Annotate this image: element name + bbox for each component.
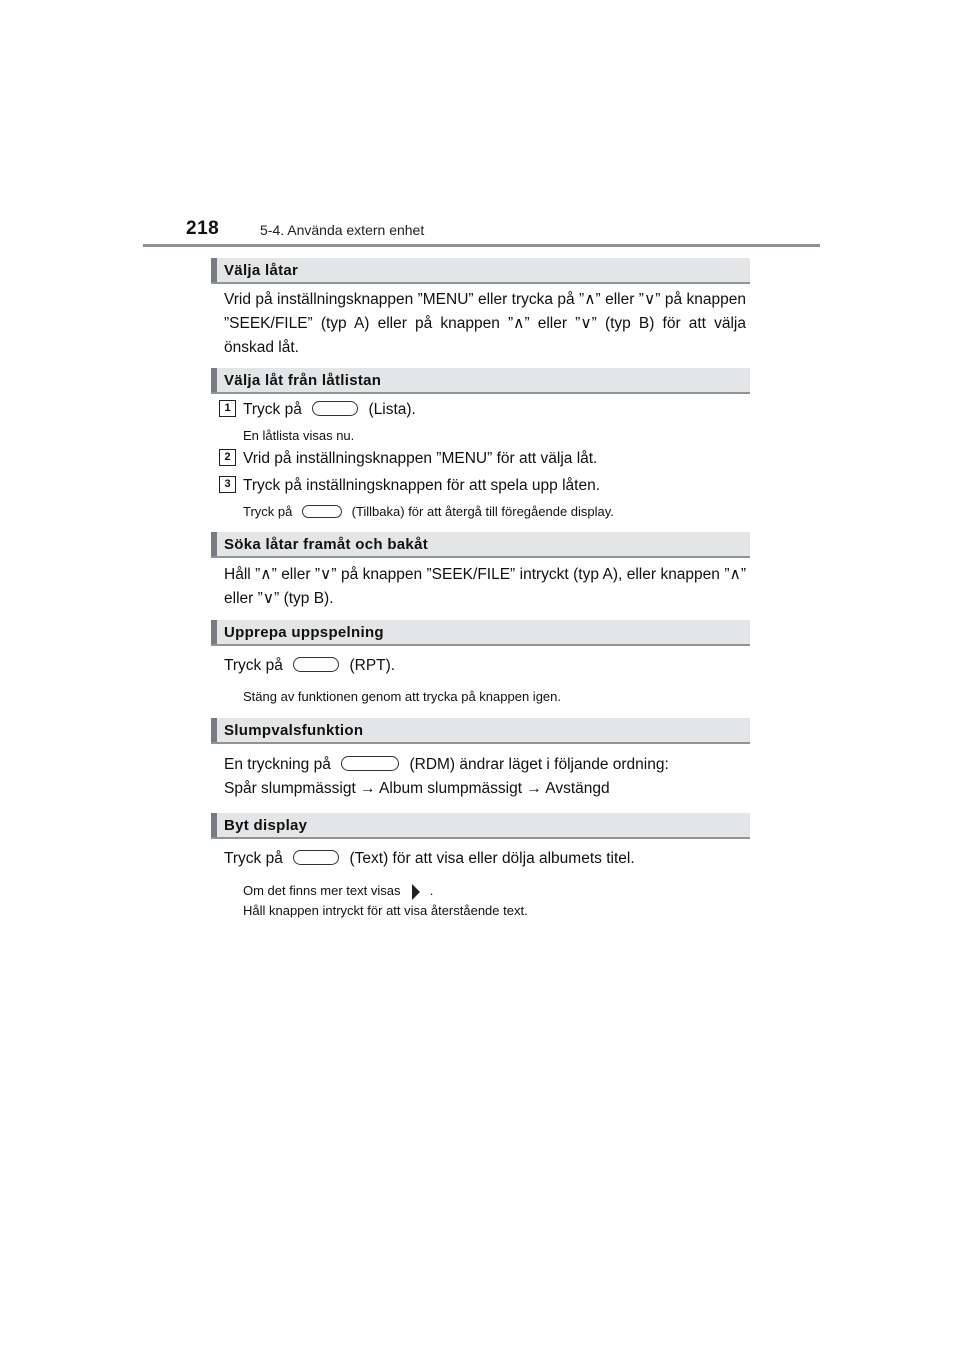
text-button-icon	[293, 850, 339, 865]
rdm-button-icon	[341, 756, 399, 771]
section-header-valja-latar	[211, 258, 750, 284]
more-text-arrow-icon	[412, 884, 420, 900]
section-title: Välja låtar	[224, 262, 299, 279]
section-title: Välja låt från låtlistan	[224, 372, 382, 389]
step-1-before: Tryck på	[243, 401, 302, 418]
step-3-note-after: (Tillbaka) för att återgå till föregående display.	[351, 504, 614, 519]
byt-display-text	[224, 847, 635, 871]
section-header-upprepa	[211, 620, 750, 646]
byt-display-before: Tryck på	[224, 850, 283, 867]
byt-display-note-1	[243, 882, 433, 900]
upprepa-note: Stäng av funktionen genom att trycka på knappen igen.	[243, 689, 561, 704]
slumpval-before: En tryckning på	[224, 756, 331, 773]
page-number: 218	[186, 218, 220, 239]
byt-display-note-2: Håll knappen intryckt för att visa återstående text.	[243, 903, 528, 918]
section-title: Byt display	[224, 817, 308, 834]
header-divider	[143, 244, 820, 247]
section-title: Upprepa uppspelning	[224, 624, 384, 641]
upprepa-before: Tryck på	[224, 657, 283, 674]
back-button-icon	[302, 505, 342, 518]
step-3-text: Tryck på inställningsknappen för att spela upp låten.	[243, 477, 600, 494]
rpt-button-icon	[293, 657, 339, 672]
slumpval-sequence: Spår slumpmässigt → Album slumpmässigt → Avstängd	[224, 780, 610, 797]
upprepa-after: (RPT).	[349, 657, 396, 674]
step-1-after: (Lista).	[368, 401, 416, 418]
upprepa-text	[224, 654, 395, 678]
section-marker	[211, 620, 217, 644]
slumpval-text	[224, 753, 669, 777]
section-marker	[211, 532, 217, 556]
step-3-note	[243, 503, 614, 521]
step-number-3: 3	[219, 476, 236, 493]
section-header-slumpval	[211, 718, 750, 744]
soka-text: Håll ”∧” eller ”∨” på knappen ”SEEK/FILE” intryckt (typ A), eller knappen ”∧” eller ”∨” (typ B).	[224, 566, 746, 607]
step-number-1: 1	[219, 400, 236, 417]
section-header-valja-fran-latlistan	[211, 368, 750, 394]
section-header-soka	[211, 532, 750, 558]
byt-display-note-1-before: Om det finns mer text visas	[243, 883, 401, 898]
step-1-text	[243, 398, 416, 422]
valja-latar-text: Vrid på inställningsknappen ”MENU” eller trycka på ”∧” eller ”∨” på knappen ”SEEK/FILE” (typ A) eller på knappen ”∧” eller ”∨” (typ B) för att välja önskad låt.	[224, 291, 746, 356]
step-3-note-before: Tryck på	[243, 504, 293, 519]
step-2-text: Vrid på inställningsknappen ”MENU” för att välja låt.	[243, 450, 598, 467]
section-marker	[211, 258, 217, 282]
section-marker	[211, 368, 217, 392]
list-button-icon	[312, 401, 358, 416]
section-title: Söka låtar framåt och bakåt	[224, 536, 429, 553]
byt-display-after: (Text) för att visa eller dölja albumets titel.	[349, 850, 635, 867]
step-1-note: En låtlista visas nu.	[243, 428, 355, 443]
chapter-title: 5-4. Använda extern enhet	[260, 222, 425, 238]
section-title: Slumpvalsfunktion	[224, 722, 364, 739]
section-header-byt-display	[211, 813, 750, 839]
byt-display-note-1-after: .	[429, 883, 434, 898]
slumpval-after: (RDM) ändrar läget i följande ordning:	[409, 756, 669, 773]
step-number-2: 2	[219, 449, 236, 466]
section-marker	[211, 813, 217, 837]
section-marker	[211, 718, 217, 742]
